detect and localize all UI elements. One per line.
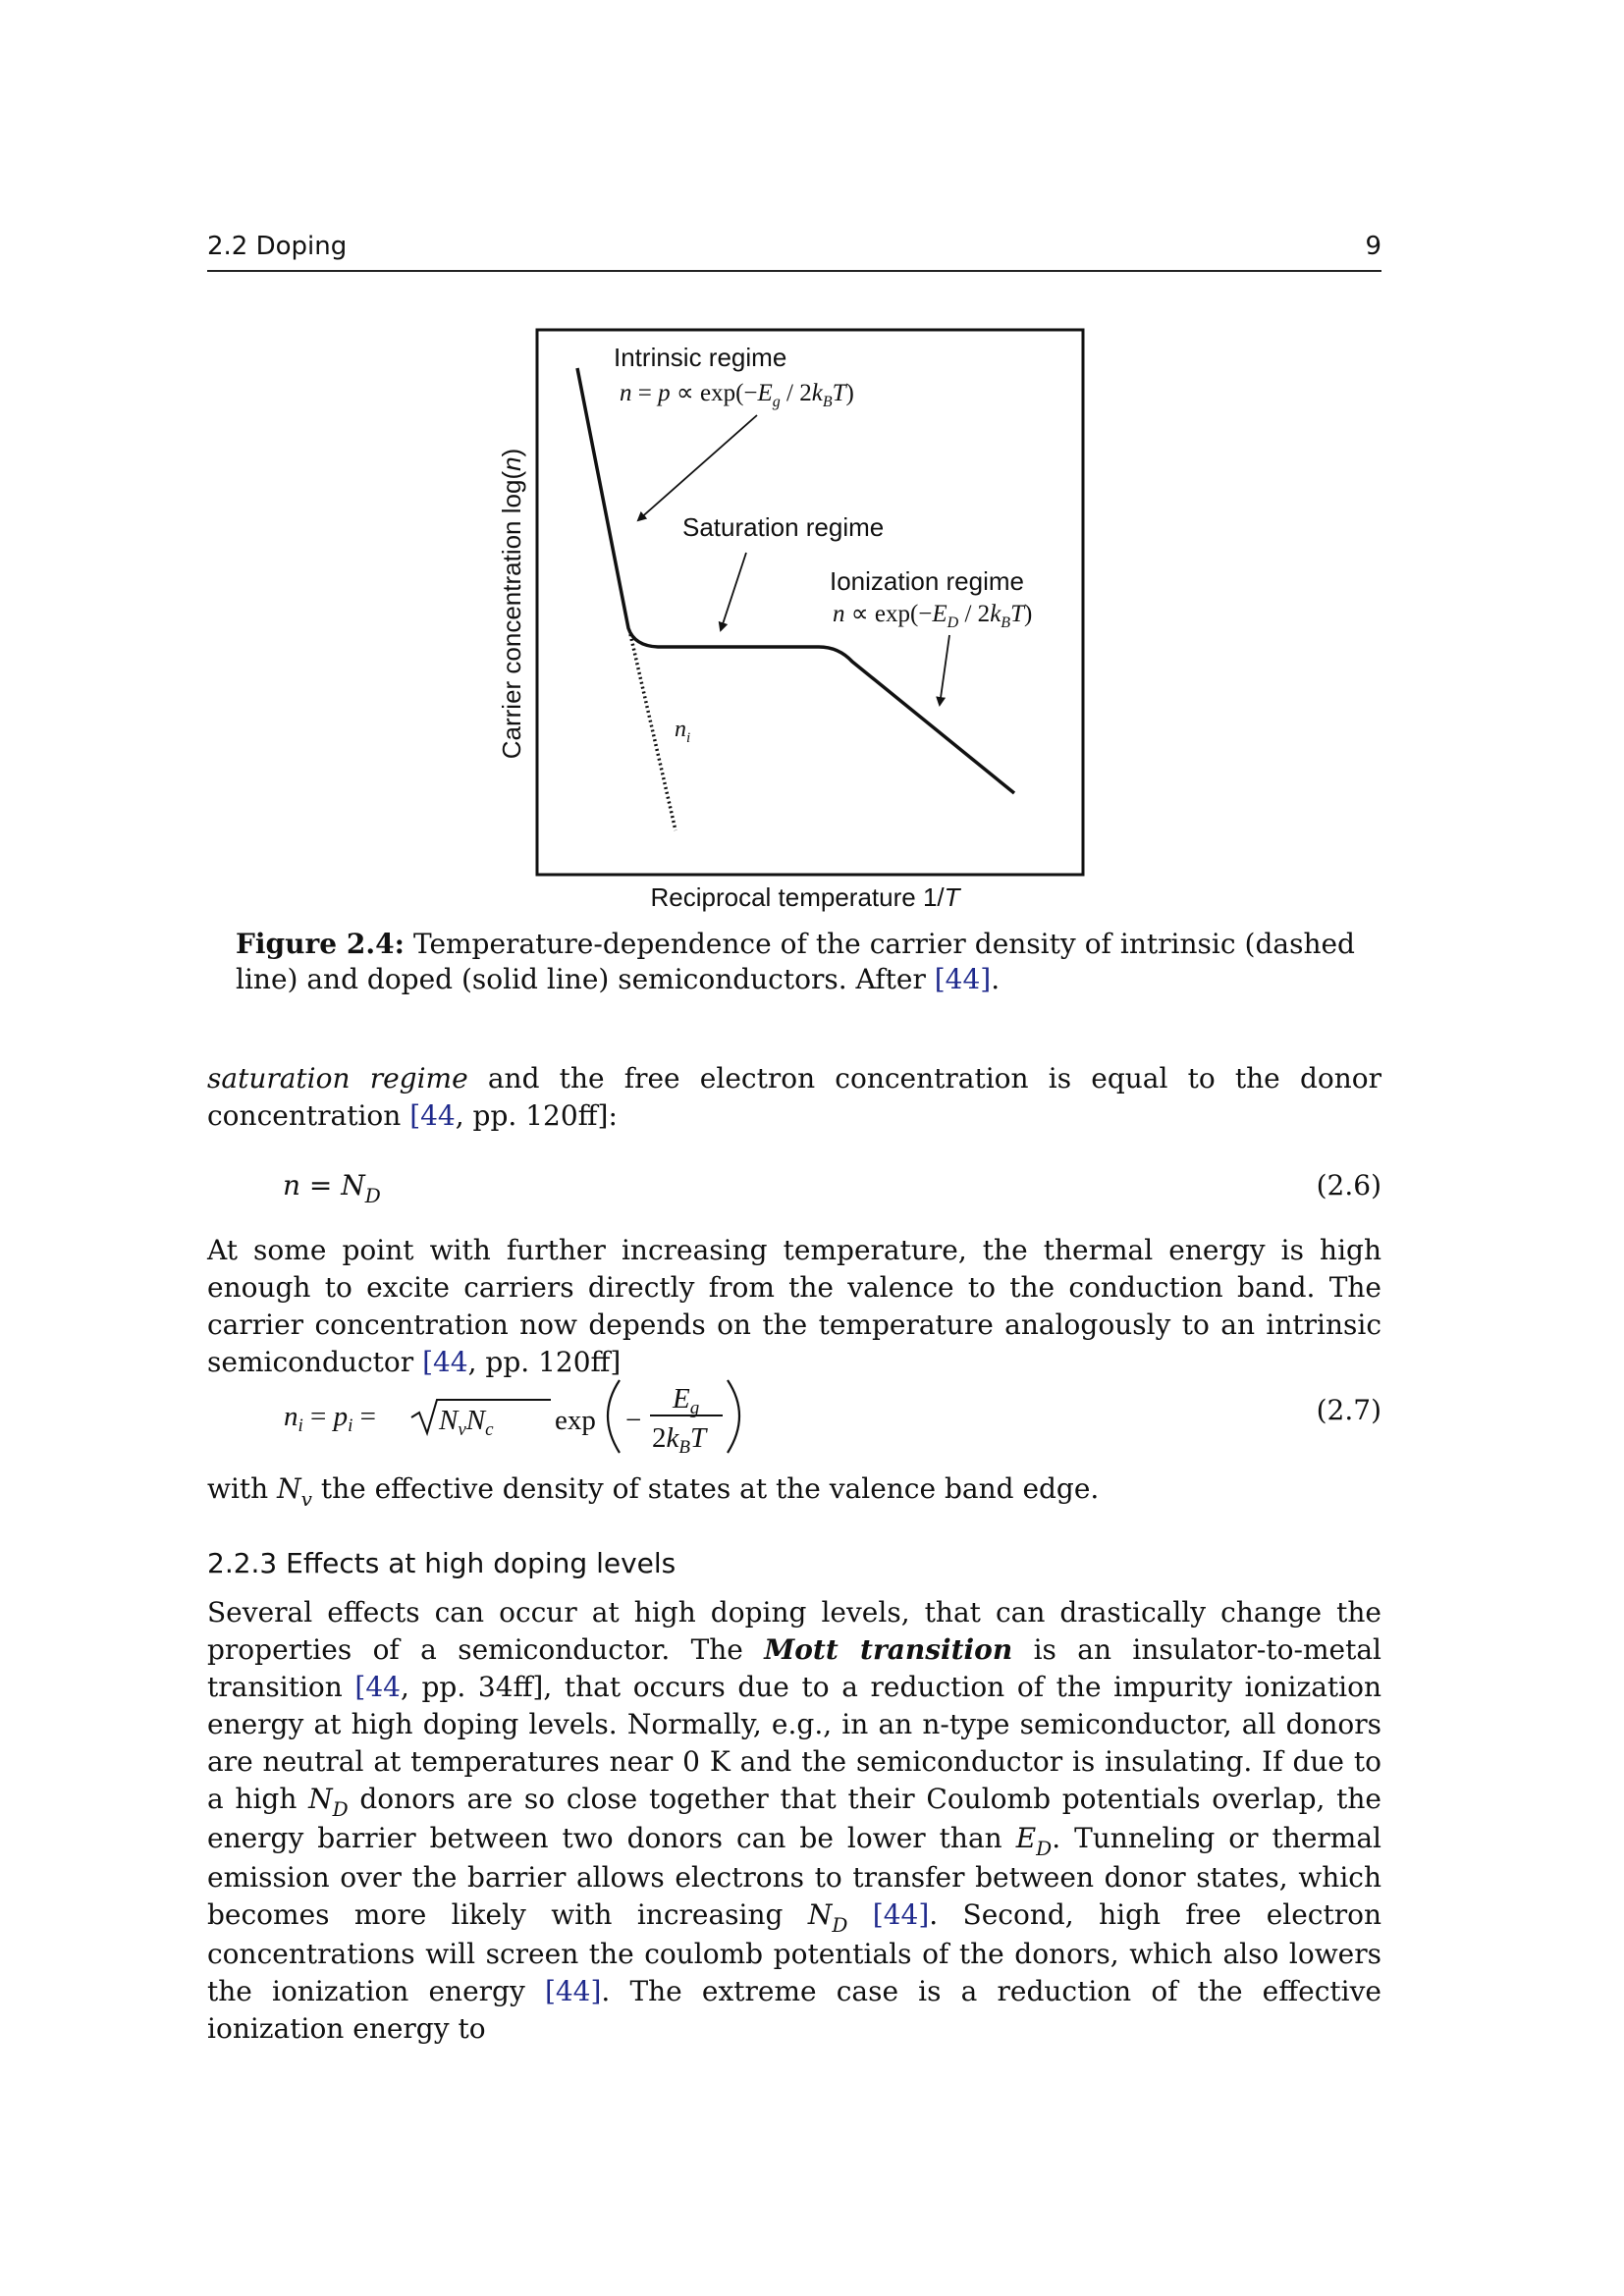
paragraph-intrinsic: At some point with further increasing temperature, the thermal energy is high enough to excite carriers directly from the valence to the conduction band. The carrier concentration now depends on the temperature analogously to an intrinsic semiconductor [44, pp. 120ff] [207,1234,1381,1378]
section-heading: 2.2.3 Effects at high doping levels [207,1547,677,1579]
paragraph-high-doping: Several effects can occur at high doping levels, that can drastically change the properties of a semiconductor. The Mott transition is an insulator-to-metal transition [44, pp. 34ff], that occurs due to a reduction of the impurity ionization energy at high doping levels. Normally, e.g., in an n-type semiconductor, all donors are neutral at temperatures near 0 K and the semiconductor is insulating. If due to a high $N_D$ donors are so close together that their Coulomb potentials overlap, the energy barrier between two donors can be lower than $E_D$. Tunneling or thermal emission over the barrier allows electrons to transfer between donor states, which becomes more likely with increasing $N_D$ [44]. Second, high free electron concentrations will screen the coulomb potentials of the donors, which also lowers the ionization energy [44]. The extreme case is a reduction of the effective ionization energy to [207,1596,1382,2045]
section-title: 2.2 Doping [207,232,348,261]
intrinsic-curve [630,634,676,830]
citation-44[interactable]: [44] [544,1975,602,2007]
caption-label: Figure 2.4: [236,928,405,960]
equation-number: (2.6) [1316,1169,1381,1201]
caption-citation[interactable]: [44] [934,963,992,995]
svg-text:Eg: $E_g$ [673,1383,700,1418]
equation-2-7-formula [276,1370,963,1459]
equation-number: (2.7) [1316,1394,1381,1426]
saturation-label: Saturation regime [682,512,885,542]
ionization-formula: $n \propto \exp(-E_D / 2k_BT)$ [833,601,1033,631]
svg-text:exp: exp [555,1405,596,1436]
y-axis-label: Carrier concentration log(n) [497,448,526,760]
citation-44[interactable]: [44 [422,1346,468,1378]
svg-text:2kBT: $2k_BT$ [652,1422,707,1458]
x-axis-label: Reciprocal temperature 1/T [650,882,960,912]
running-header [207,232,1381,271]
mott-transition-term: Mott transition [764,1633,1013,1666]
arrow-saturation [721,553,746,630]
caption-text: Temperature-dependence of the carrier density of intrinsic (dashed line) and doped (solid line) semiconductors. After [236,928,1355,995]
plot-frame [537,330,1083,875]
regime-diagram [481,324,1090,923]
svg-text:ni = pi =: $n_i = p_i$ = [284,1401,377,1436]
paragraph-saturation: saturation regime and the free electron concentration is equal to the donor concentration [44, pp. 120ff]: [207,1062,1381,1132]
intrinsic-label: Intrinsic regime [614,343,787,372]
ionization-label: Ionization regime [830,566,1024,596]
figure-caption: Figure 2.4: Temperature-dependence of the carrier density of intrinsic (dashed line) and doped (solid line) semiconductors. After [44]. [236,928,1355,995]
page-number: 9 [1365,232,1381,261]
figure-2-4 [481,324,1090,923]
citation-44[interactable]: [44 [354,1671,401,1703]
intrinsic-formula: $n = p \propto \exp(-E_g / 2k_BT)$ [620,380,854,410]
ni-label: $n_i$ [675,717,691,746]
equation-2-7 [207,1370,1381,1459]
svg-text:NvNc: $N_vN_c$ [439,1405,494,1440]
citation-44[interactable]: [44] [872,1898,930,1931]
svg-text:−: − [625,1405,642,1436]
citation-44[interactable]: [44 [409,1099,456,1132]
arrow-ionization [940,635,949,705]
paragraph-nv: with $N_v$ the effective density of states at the valence band edge. [207,1472,1100,1511]
equation-2-6: $n = N_D$ (2.6) [283,1169,1381,1207]
header-rule [207,270,1381,272]
arrow-intrinsic [638,415,757,520]
